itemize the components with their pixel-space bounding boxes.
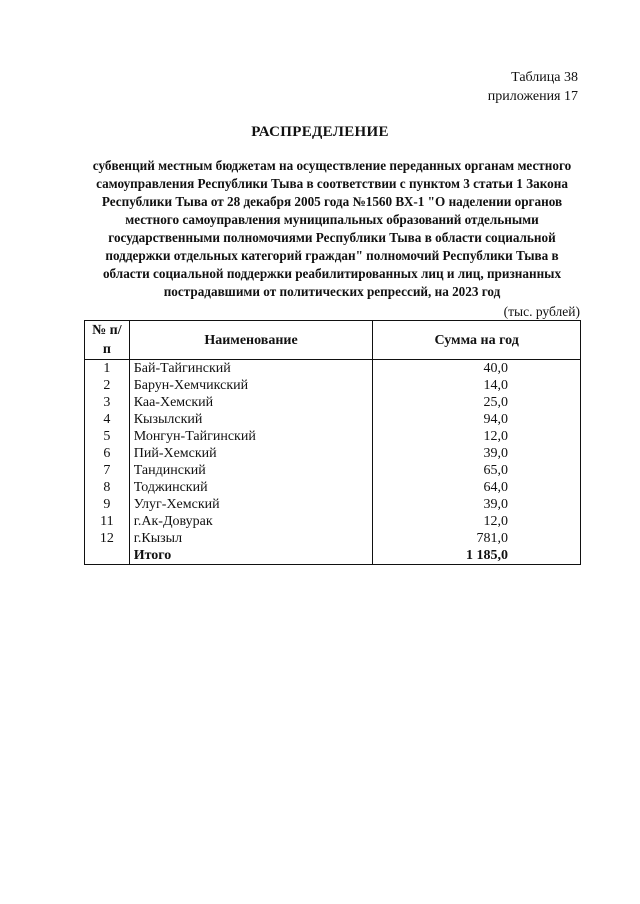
row-number-cell: 4: [85, 411, 130, 428]
column-header-sum: Сумма на год: [373, 321, 581, 360]
row-name-cell: Каа-Хемский: [129, 394, 373, 411]
row-number-cell: 9: [85, 496, 130, 513]
table-row: [85, 462, 581, 479]
row-number-cell: 7: [85, 462, 130, 479]
column-header-number: № п/п: [85, 321, 130, 360]
total-number-cell: [85, 547, 130, 565]
distribution-table: [84, 320, 581, 565]
table-row: [85, 411, 581, 428]
row-sum-cell: 94,0: [373, 411, 581, 428]
row-number-cell: 2: [85, 377, 130, 394]
table-total-row: [85, 547, 581, 565]
row-sum-cell: 39,0: [373, 496, 581, 513]
row-name-cell: Кызылский: [129, 411, 373, 428]
row-sum-cell: 64,0: [373, 479, 581, 496]
row-sum-cell: 25,0: [373, 394, 581, 411]
row-name-cell: Улуг-Хемский: [129, 496, 373, 513]
table-row: [85, 530, 581, 547]
row-sum-cell: 12,0: [373, 513, 581, 530]
column-header-name: Наименование: [129, 321, 373, 360]
row-name-cell: Бай-Тайгинский: [129, 360, 373, 378]
row-name-cell: Тандинский: [129, 462, 373, 479]
row-name-cell: Пий-Хемский: [129, 445, 373, 462]
row-sum-cell: 12,0: [373, 428, 581, 445]
document-title: РАСПРЕДЕЛЕНИЕ: [251, 124, 389, 140]
row-sum-cell: 65,0: [373, 462, 581, 479]
row-sum-cell: 781,0: [373, 530, 581, 547]
appendix-reference: [488, 68, 578, 106]
table-header-row: [85, 321, 581, 360]
units-label: (тыс. рублей): [503, 304, 580, 319]
row-name-cell: Барун-Хемчикский: [129, 377, 373, 394]
table-row: [85, 513, 581, 530]
table-row: [85, 496, 581, 513]
table-row: [85, 394, 581, 411]
row-sum-cell: 39,0: [373, 445, 581, 462]
document-subtitle: субвенций местным бюджетам на осуществление переданных органам местного самоуправления Республики Тыва в соответствии с пунктом 3 статьи 1 Закона Республики Тыва от 28 декабря 2005 года №1560 ВХ-1 "О наделении органов местного самоуправления муниципальных образований отдельными государственными полномочиями Республики Тыва в области социальной поддержки отдельных категорий граждан" полномочий Республики Тыва в области социальной поддержки реабилитированных лиц и лиц, признанных пострадавшими от политических репрессий, на 2023 год: [92, 158, 572, 299]
table-row: [85, 428, 581, 445]
row-sum-cell: 14,0: [373, 377, 581, 394]
table-body: [85, 360, 581, 565]
row-name-cell: г.Кызыл: [129, 530, 373, 547]
row-name-cell: Тоджинский: [129, 479, 373, 496]
row-name-cell: Монгун-Тайгинский: [129, 428, 373, 445]
row-number-cell: 11: [85, 513, 130, 530]
table-number: Таблица 38: [511, 70, 578, 85]
row-number-cell: 12: [85, 530, 130, 547]
total-label-cell: Итого: [129, 547, 373, 565]
row-name-cell: г.Ак-Довурак: [129, 513, 373, 530]
table-row: [85, 360, 581, 378]
row-number-cell: 1: [85, 360, 130, 378]
row-number-cell: 5: [85, 428, 130, 445]
table-row: [85, 479, 581, 496]
row-sum-cell: 40,0: [373, 360, 581, 378]
row-number-cell: 8: [85, 479, 130, 496]
table-row: [85, 445, 581, 462]
row-number-cell: 3: [85, 394, 130, 411]
row-number-cell: 6: [85, 445, 130, 462]
total-sum-cell: 1 185,0: [373, 547, 581, 565]
table-row: [85, 377, 581, 394]
appendix-number: приложения 17: [487, 89, 578, 104]
